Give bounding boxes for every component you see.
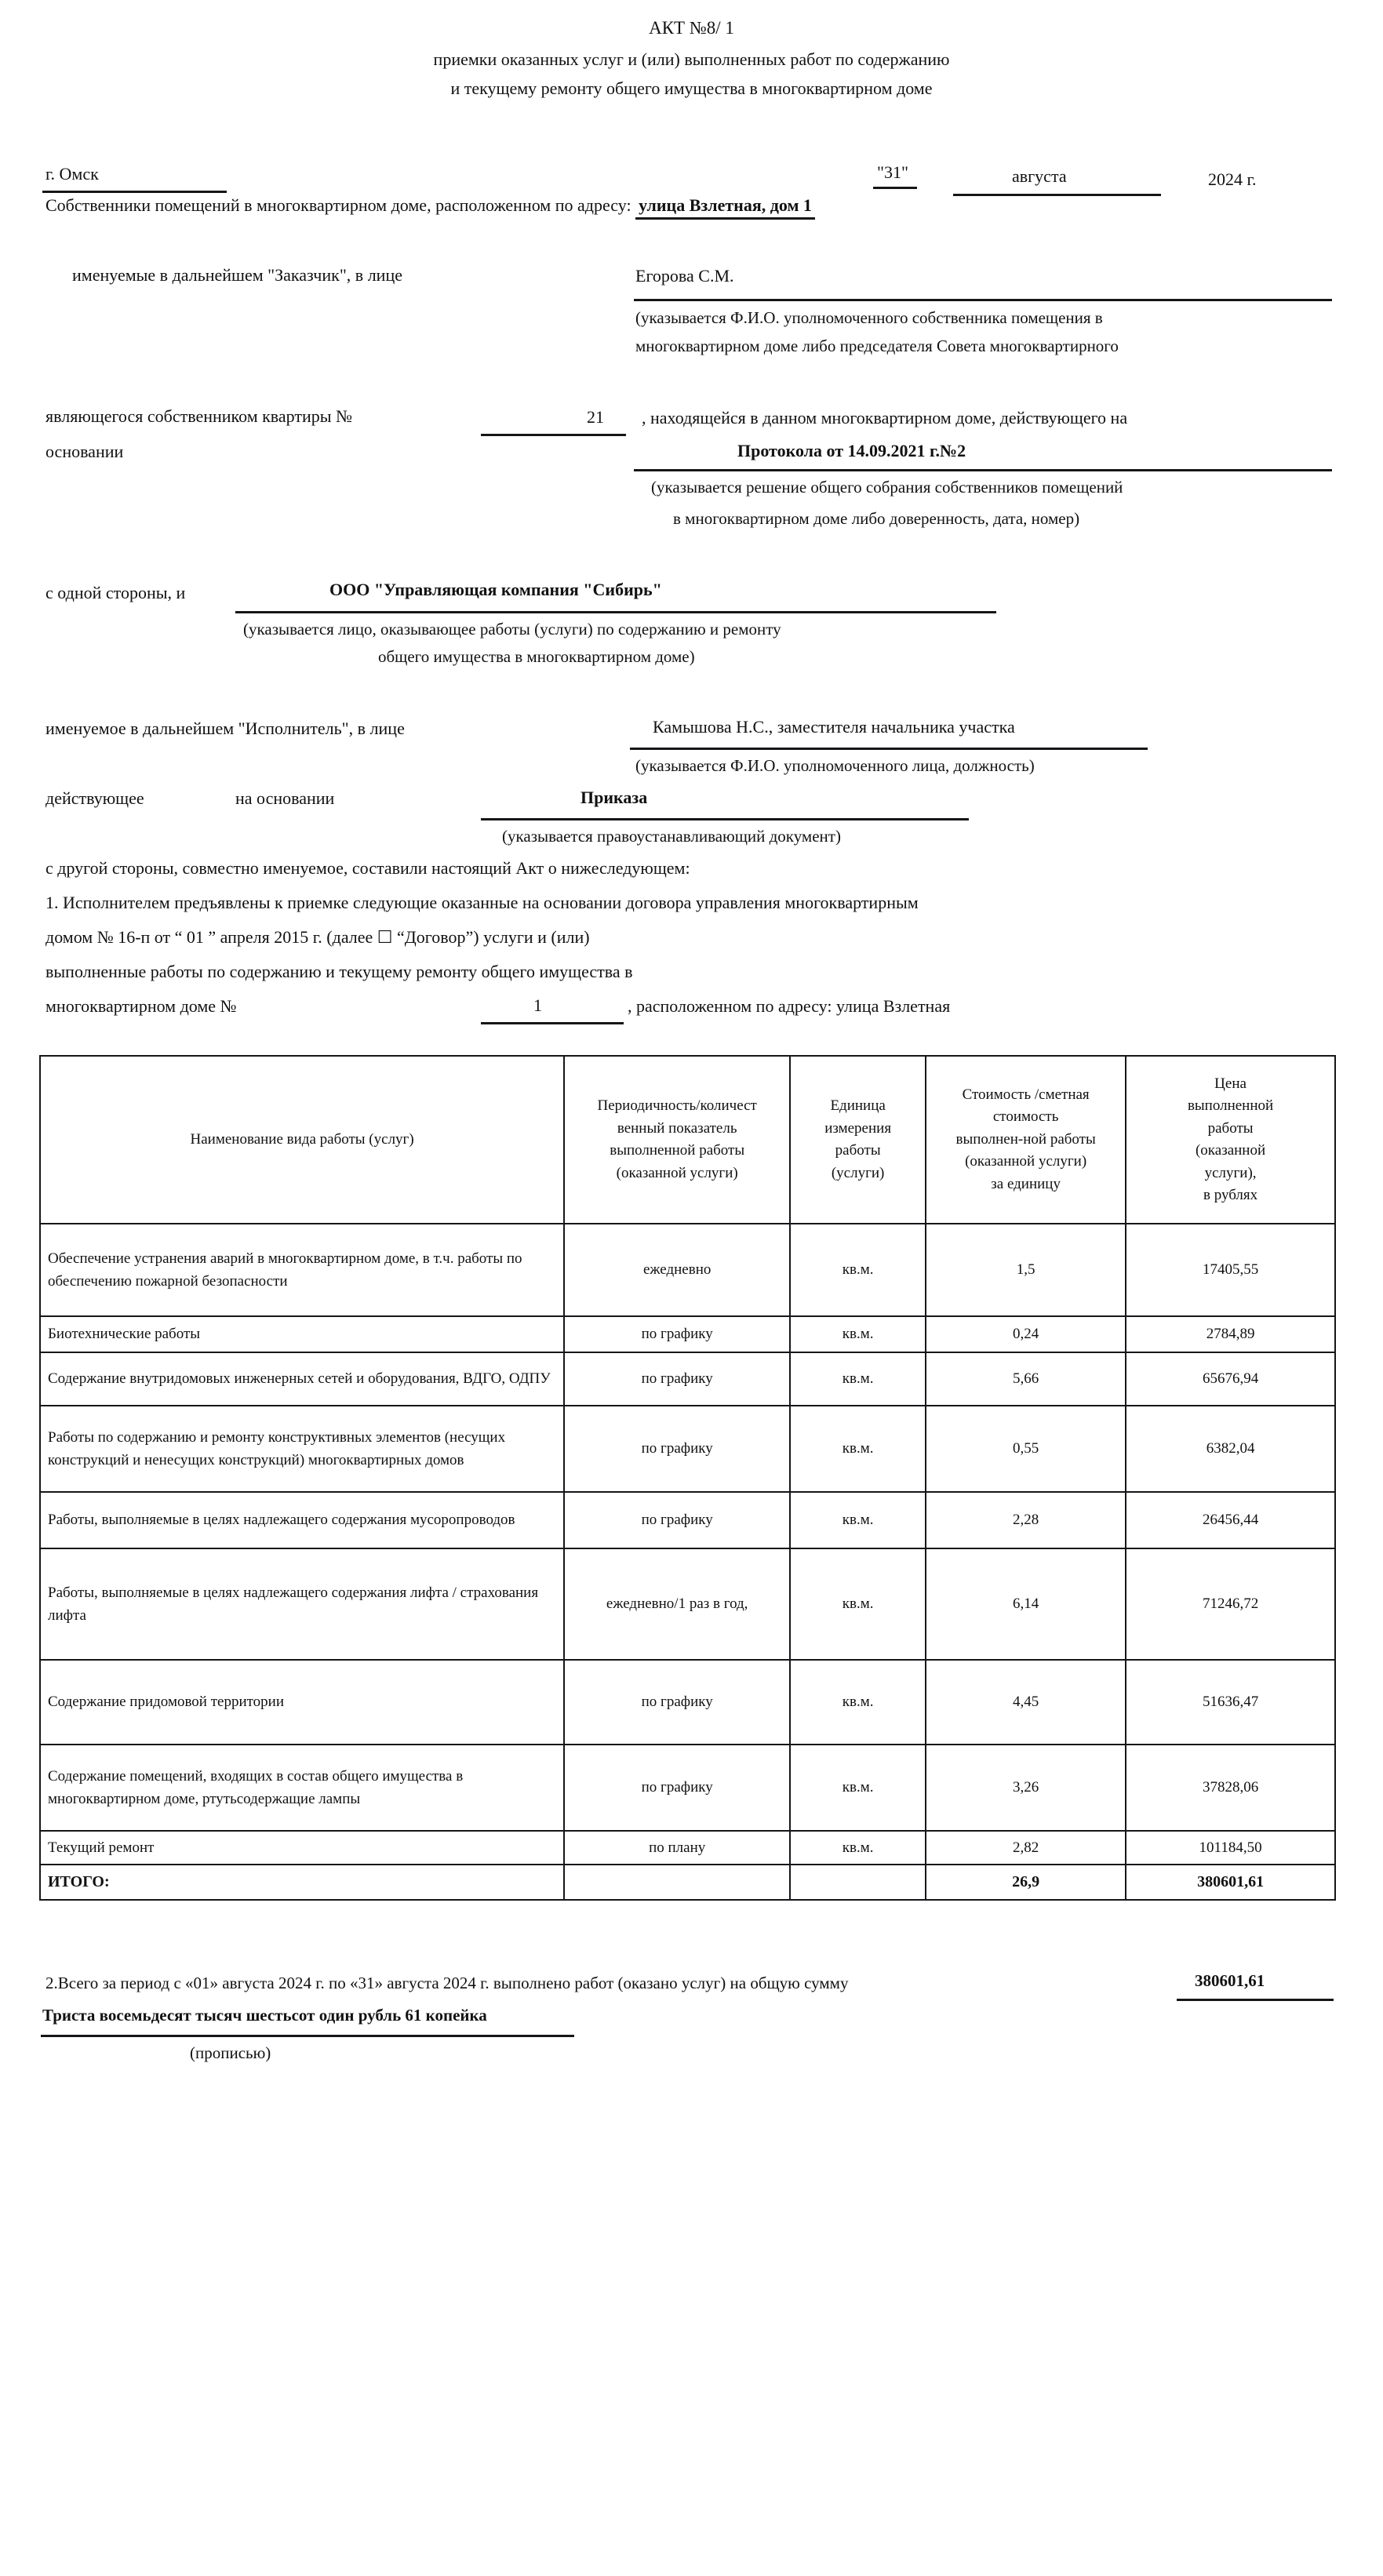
date-year-value: 2024 г. xyxy=(1208,169,1257,189)
date-month-underline xyxy=(953,194,1161,196)
row-cost: 0,55 xyxy=(926,1406,1126,1492)
table-row xyxy=(40,1492,1335,1548)
flat-tail-text: , находящейся в данном многоквартирном доме, действующего на xyxy=(642,408,1128,428)
row-name: Работы по содержанию и ремонту конструктивных элементов (несущих конструкций и ненесущих конструкций) многоквартирных домов xyxy=(40,1406,564,1492)
acting-basis-value: Приказа xyxy=(580,788,648,807)
table-row xyxy=(40,1406,1335,1492)
row-periodicity: по графику xyxy=(564,1492,790,1548)
row-name: Содержание внутридомовых инженерных сетей и оборудования, ВДГО, ОДПУ xyxy=(40,1352,564,1406)
acting-label: действующее xyxy=(45,788,144,808)
basis-value: Протокола от 14.09.2021 г.№2 xyxy=(737,441,966,460)
table-total-row xyxy=(40,1865,1335,1900)
house-address-text: , расположенном по адресу: улица Взлетная xyxy=(628,996,951,1016)
column-header-cost-l4: (оказанной услуги) xyxy=(965,1153,1087,1170)
row-price: 51636,47 xyxy=(1126,1660,1335,1745)
clause-1-line-2: домом № 16-п от “ 01 ” апреля 2015 г. (далее ☐ “Договор”) услуги и (или) xyxy=(45,927,590,947)
column-header-price-l1: Цена xyxy=(1214,1075,1247,1092)
row-periodicity: по графику xyxy=(564,1745,790,1831)
column-header-cost-l3: выполнен-ной работы xyxy=(955,1130,1096,1148)
executor-hint-line-1: (указывается лицо, оказывающее работы (услуги) по содержанию и ремонту xyxy=(243,620,781,639)
column-header-name-text: Наименование вида работы (услуг) xyxy=(190,1130,414,1148)
row-name: Содержание придомовой территории xyxy=(40,1660,564,1745)
house-number-underline xyxy=(481,1022,624,1024)
summary-amount: 380601,61 xyxy=(1195,1971,1265,1990)
row-price: 6382,04 xyxy=(1126,1406,1335,1492)
row-price: 65676,94 xyxy=(1126,1352,1335,1406)
basis-underline xyxy=(634,469,1332,471)
basis-hint-line-2: в многоквартирном доме либо доверенность, дата, номер) xyxy=(673,509,1080,528)
executor-company-value: ООО "Управляющая компания "Сибирь" xyxy=(329,580,662,599)
row-cost: 1,5 xyxy=(926,1224,1126,1316)
house-number-value: 1 xyxy=(533,995,542,1015)
acting-basis-label: на основании xyxy=(235,788,335,808)
works-table-head xyxy=(40,1056,1335,1224)
date-day-value: "31" xyxy=(877,162,908,182)
date-day-underline xyxy=(873,187,917,189)
column-header-periodicity-l4: (оказанной услуги) xyxy=(616,1164,738,1181)
row-price: 37828,06 xyxy=(1126,1745,1335,1831)
row-unit: кв.м. xyxy=(790,1548,926,1660)
performer-label: именуемое в дальнейшем "Исполнитель", в лице xyxy=(45,719,405,738)
column-header-price-l6: в рублях xyxy=(1203,1187,1258,1203)
customer-hint-line-1: (указывается Ф.И.О. уполномоченного собственника помещения в xyxy=(635,308,1103,327)
column-header-periodicity-l2: венный показатель xyxy=(617,1119,737,1137)
summary-amount-words-hint: (прописью) xyxy=(190,2043,271,2062)
column-header-periodicity-l1: Периодичность/количест xyxy=(597,1097,757,1114)
row-unit: кв.м. xyxy=(790,1745,926,1831)
other-side-paragraph: с другой стороны, совместно именуемое, составили настоящий Акт о нижеследующем: xyxy=(45,858,690,878)
clause-1-line-1: 1. Исполнителем предъявлены к приемке следующие оказанные на основании договора управления многоквартирным xyxy=(45,893,919,912)
column-header-cost xyxy=(926,1056,1126,1224)
total-cost: 26,9 xyxy=(926,1865,1126,1900)
column-header-unit-l4: (услуги) xyxy=(831,1164,885,1181)
row-price: 101184,50 xyxy=(1126,1831,1335,1865)
executor-company-underline xyxy=(235,611,996,613)
row-cost: 2,82 xyxy=(926,1831,1126,1865)
flat-number-underline xyxy=(481,434,626,436)
row-price: 71246,72 xyxy=(1126,1548,1335,1660)
date-month-value: августа xyxy=(1012,166,1067,186)
column-header-name xyxy=(40,1056,564,1224)
act-subtitle-line-1: приемки оказанных услуг и (или) выполненных работ по содержанию xyxy=(433,49,950,69)
row-name: Биотехнические работы xyxy=(40,1316,564,1352)
table-row xyxy=(40,1352,1335,1406)
customer-hint-line-2: многоквартирном доме либо председателя Совета многоквартирного xyxy=(635,337,1119,355)
column-header-price-l5: услуги), xyxy=(1204,1164,1257,1181)
acting-basis-underline xyxy=(481,818,969,820)
row-periodicity: ежедневно/1 раз в год, xyxy=(564,1548,790,1660)
city-underline xyxy=(42,191,227,193)
row-cost: 3,26 xyxy=(926,1745,1126,1831)
row-name: Текущий ремонт xyxy=(40,1831,564,1865)
one-side-label: с одной стороны, и xyxy=(45,583,186,602)
owners-address-value: улица Взлетная, дом 1 xyxy=(635,195,815,220)
owners-address-line xyxy=(45,195,815,220)
table-row xyxy=(40,1745,1335,1831)
row-periodicity: по графику xyxy=(564,1406,790,1492)
clause-1-line-4: многоквартирном доме № xyxy=(45,996,237,1016)
table-row xyxy=(40,1548,1335,1660)
works-table-body xyxy=(40,1224,1335,1900)
owners-prefix-text: Собственники помещений в многоквартирном доме, расположенном по адресу: xyxy=(45,195,631,215)
column-header-periodicity-l3: выполненной работы xyxy=(610,1142,745,1159)
column-header-price-l3: работы xyxy=(1207,1119,1254,1137)
table-row xyxy=(40,1224,1335,1316)
works-table xyxy=(39,1055,1336,1901)
row-unit: кв.м. xyxy=(790,1406,926,1492)
column-header-price-l4: (оказанной xyxy=(1195,1142,1266,1159)
row-unit: кв.м. xyxy=(790,1492,926,1548)
performer-hint: (указывается Ф.И.О. уполномоченного лица, должность) xyxy=(635,756,1035,775)
row-unit: кв.м. xyxy=(790,1316,926,1352)
total-unit xyxy=(790,1865,926,1900)
row-cost: 6,14 xyxy=(926,1548,1126,1660)
act-subtitle-line-2: и текущему ремонту общего имущества в многоквартирном доме xyxy=(450,78,933,98)
flat-owner-label: являющегося собственником квартиры № xyxy=(45,406,353,426)
row-name: Содержание помещений, входящих в состав общего имущества в многоквартирном доме, ртутьсодержащие лампы xyxy=(40,1745,564,1831)
customer-name-underline xyxy=(634,299,1332,301)
total-periodicity xyxy=(564,1865,790,1900)
basis-label: основании xyxy=(45,442,124,461)
customer-label: именуемые в дальнейшем "Заказчик", в лице xyxy=(72,265,402,285)
row-cost: 5,66 xyxy=(926,1352,1126,1406)
summary-paragraph: 2.Всего за период с «01» августа 2024 г. по «31» августа 2024 г. выполнено работ (оказано услуг) на общую сумму xyxy=(45,1974,849,1992)
row-cost: 0,24 xyxy=(926,1316,1126,1352)
column-header-unit-l2: измерения xyxy=(824,1119,892,1137)
table-row xyxy=(40,1831,1335,1865)
column-header-periodicity xyxy=(564,1056,790,1224)
performer-underline xyxy=(630,748,1148,750)
column-header-price-l2: выполненной xyxy=(1187,1097,1274,1114)
summary-amount-underline xyxy=(1177,1999,1334,2001)
clause-1-line-3: выполненные работы по содержанию и текущему ремонту общего имущества в xyxy=(45,962,633,981)
row-name: Работы, выполняемые в целях надлежащего содержания лифта / страхования лифта xyxy=(40,1548,564,1660)
column-header-cost-l2: стоимость xyxy=(992,1108,1059,1126)
table-row xyxy=(40,1660,1335,1745)
house-address-tail xyxy=(628,995,950,1017)
acting-basis-hint: (указывается правоустанавливающий документ) xyxy=(502,827,841,846)
city-label: г. Омск xyxy=(45,164,99,184)
works-table-header-row xyxy=(40,1056,1335,1224)
column-header-unit xyxy=(790,1056,926,1224)
column-header-unit-l3: работы xyxy=(835,1142,881,1159)
row-unit: кв.м. xyxy=(790,1660,926,1745)
row-name: Работы, выполняемые в целях надлежащего содержания мусоропроводов xyxy=(40,1492,564,1548)
row-price: 2784,89 xyxy=(1126,1316,1335,1352)
summary-amount-words-underline xyxy=(41,2035,574,2037)
total-label: ИТОГО: xyxy=(40,1865,564,1900)
row-cost: 4,45 xyxy=(926,1660,1126,1745)
row-unit: кв.м. xyxy=(790,1831,926,1865)
basis-hint-line-1: (указывается решение общего собрания собственников помещений xyxy=(651,478,1123,497)
total-price: 380601,61 xyxy=(1126,1865,1335,1900)
column-header-price xyxy=(1126,1056,1335,1224)
row-unit: кв.м. xyxy=(790,1352,926,1406)
column-header-unit-l1: Единица xyxy=(830,1097,886,1114)
table-row xyxy=(40,1316,1335,1352)
column-header-cost-l1: Стоимость /сметная xyxy=(962,1086,1090,1103)
customer-name-value: Егорова С.М. xyxy=(635,266,734,286)
row-unit: кв.м. xyxy=(790,1224,926,1316)
row-price: 26456,44 xyxy=(1126,1492,1335,1548)
row-price: 17405,55 xyxy=(1126,1224,1335,1316)
act-title: АКТ №8/ 1 xyxy=(649,18,734,38)
column-header-cost-l5: за единицу xyxy=(991,1175,1061,1192)
summary-amount-words: Триста восемьдесят тысяч шестьсот один рубль 61 копейка xyxy=(42,2006,487,2025)
performer-value: Камышова Н.С., заместителя начальника участка xyxy=(653,717,1015,737)
row-periodicity: по графику xyxy=(564,1316,790,1352)
row-periodicity: по графику xyxy=(564,1352,790,1406)
executor-hint-line-2: общего имущества в многоквартирном доме) xyxy=(378,647,695,666)
flat-number-value: 21 xyxy=(587,407,604,427)
row-cost: 2,28 xyxy=(926,1492,1126,1548)
row-periodicity: ежедневно xyxy=(564,1224,790,1316)
row-periodicity: по плану xyxy=(564,1831,790,1865)
row-name: Обеспечение устранения аварий в многоквартирном доме, в т.ч. работы по обеспечению пожарной безопасности xyxy=(40,1224,564,1316)
row-periodicity: по графику xyxy=(564,1660,790,1745)
